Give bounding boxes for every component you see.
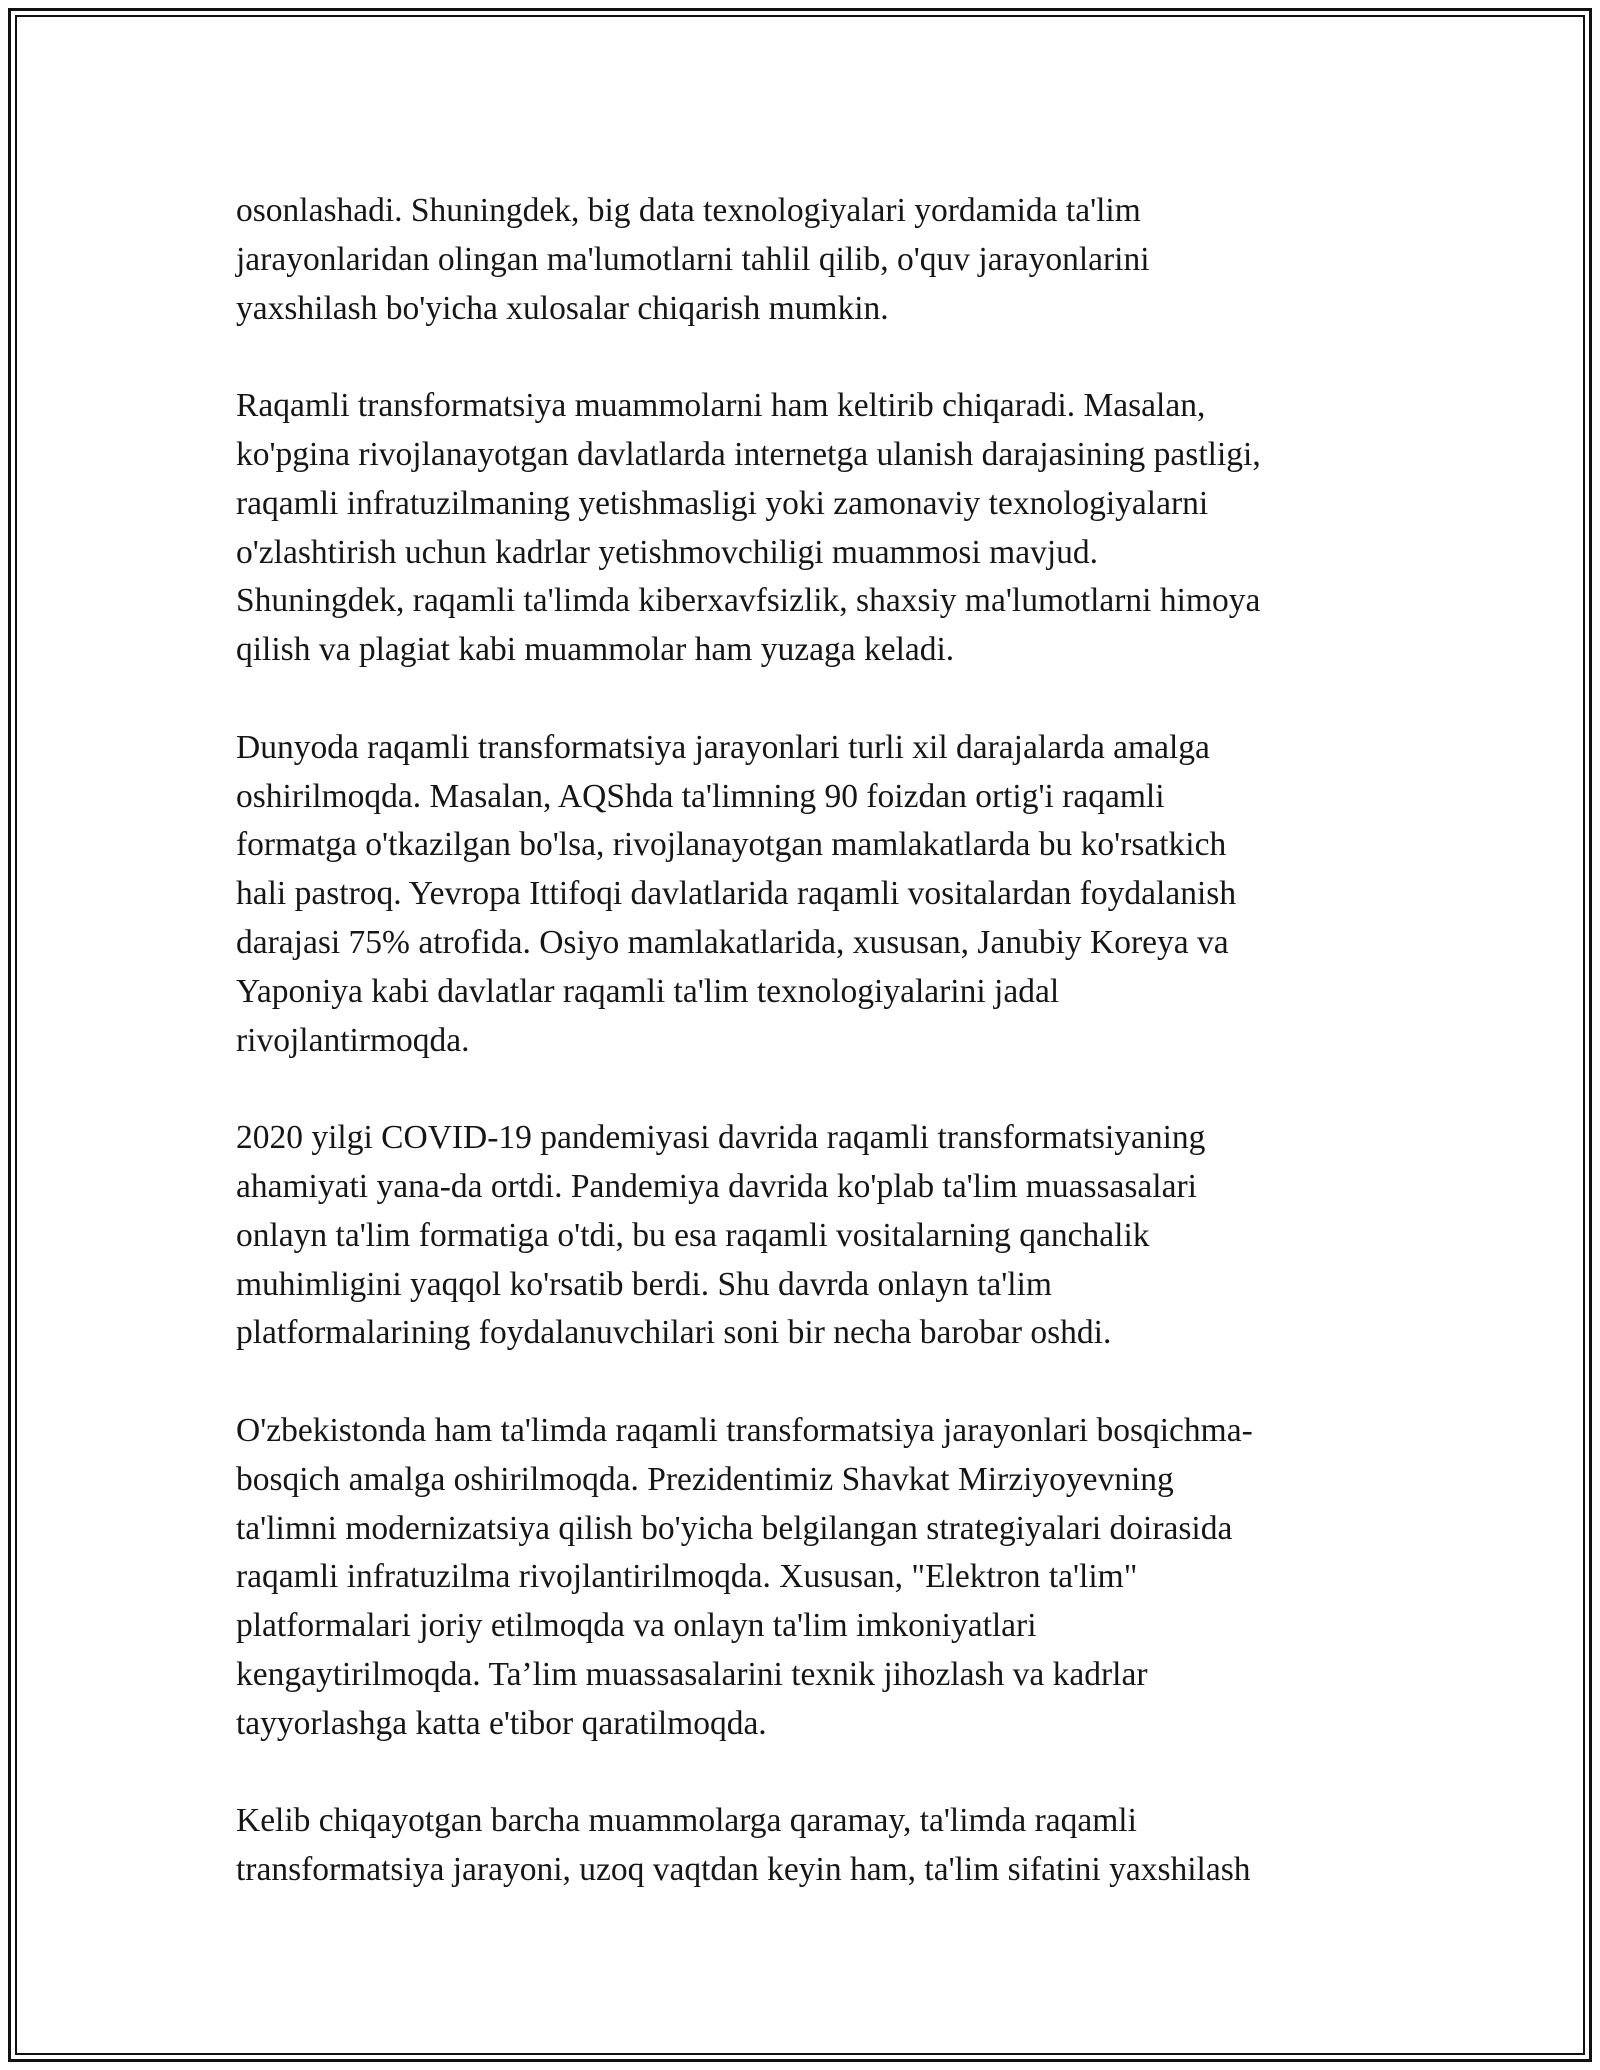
text-line: ahamiyati yana-da ortdi. Pandemiya davrida ko'plab ta'lim muassasalari <box>236 1167 1197 1205</box>
text-line: Dunyoda raqamli transformatsiya jarayonlari turli xil darajalarda amalga <box>236 728 1210 766</box>
document-body <box>236 187 1366 1895</box>
paragraph-covid <box>236 1114 1366 1358</box>
paragraph-conclusion <box>236 1797 1366 1895</box>
text-line: kengaytirilmoqda. Ta’lim muassasalarini texnik jihozlash va kadrlar <box>236 1655 1148 1693</box>
text-line: darajasi 75% atrofida. Osiyo mamlakatlarida, xususan, Janubiy Koreya va <box>236 923 1229 961</box>
text-line: qilish va plagiat kabi muammolar ham yuzaga keladi. <box>236 631 955 669</box>
text-line: Shuningdek, raqamli ta'limda kiberxavfsizlik, shaxsiy ma'lumotlarni himoya <box>236 582 1261 620</box>
text-line: Kelib chiqayotgan barcha muammolarga qaramay, ta'limda raqamli <box>236 1802 1137 1840</box>
text-line: tayyorlashga katta e'tibor qaratilmoqda. <box>236 1704 767 1742</box>
text-line: ko'pgina rivojlanayotgan davlatlarda internetga ulanish darajasining pastligi, <box>236 435 1261 473</box>
text-line: raqamli infratuzilmaning yetishmasligi yoki zamonaviy texnologiyalarni <box>236 484 1209 522</box>
text-line: bosqich amalga oshirilmoqda. Prezidentimiz Shavkat Mirziyoyevning <box>236 1460 1174 1498</box>
text-line: Raqamli transformatsiya muammolarni ham keltirib chiqaradi. Masalan, <box>236 387 1206 425</box>
text-line: jarayonlaridan olingan ma'lumotlarni tahlil qilib, o'quv jarayonlarini <box>236 240 1150 278</box>
text-line: platformalari joriy etilmoqda va onlayn ta'lim imkoniyatlari <box>236 1607 1037 1645</box>
text-line: muhimligini yaqqol ko'rsatib berdi. Shu davrda onlayn ta'lim <box>236 1265 1052 1303</box>
text-line: Yaponiya kabi davlatlar raqamli ta'lim texnologiyalarini jadal <box>236 972 1060 1010</box>
text-line: onlayn ta'lim formatiga o'tdi, bu esa raqamli vositalarning qanchalik <box>236 1216 1150 1254</box>
text-line: o'zlashtirish uchun kadrlar yetishmovchiligi muammosi mavjud. <box>236 533 1099 571</box>
paragraph-problems <box>236 382 1366 675</box>
text-line: osonlashadi. Shuningdek, big data texnologiyalari yordamida ta'lim <box>236 192 1141 229</box>
text-line: oshirilmoqda. Masalan, AQShda ta'limning 90 foizdan ortig'i raqamli <box>236 777 1165 815</box>
text-line: 2020 yilgi COVID-19 pandemiyasi davrida raqamli transformatsiyaning <box>236 1119 1206 1157</box>
paragraph-big-data <box>236 187 1366 333</box>
text-line: hali pastroq. Yevropa Ittifoqi davlatlarida raqamli vositalardan foydalanish <box>236 875 1237 913</box>
text-line: ta'limni modernizatsiya qilish bo'yicha belgilangan strategiyalari doirasida <box>236 1509 1233 1547</box>
text-line: O'zbekistonda ham ta'limda raqamli transformatsiya jarayonlari bosqichma- <box>236 1411 1253 1449</box>
text-line: platformalarining foydalanuvchilari soni bir necha barobar oshdi. <box>236 1314 1112 1352</box>
text-line: formatga o'tkazilgan bo'lsa, rivojlanayotgan mamlakatlarda bu ko'rsatkich <box>236 826 1227 864</box>
text-line: raqamli infratuzilma rivojlantirilmoqda. Xususan, "Elektron ta'lim" <box>236 1558 1138 1596</box>
text-line: yaxshilash bo'yicha xulosalar chiqarish mumkin. <box>236 289 889 327</box>
paragraph-uzbekistan <box>236 1407 1366 1749</box>
text-line: transformatsiya jarayoni, uzoq vaqtdan keyin ham, ta'lim sifatini yaxshilash <box>236 1851 1251 1889</box>
text-line: rivojlantirmoqda. <box>236 1021 470 1059</box>
paragraph-world <box>236 724 1366 1066</box>
